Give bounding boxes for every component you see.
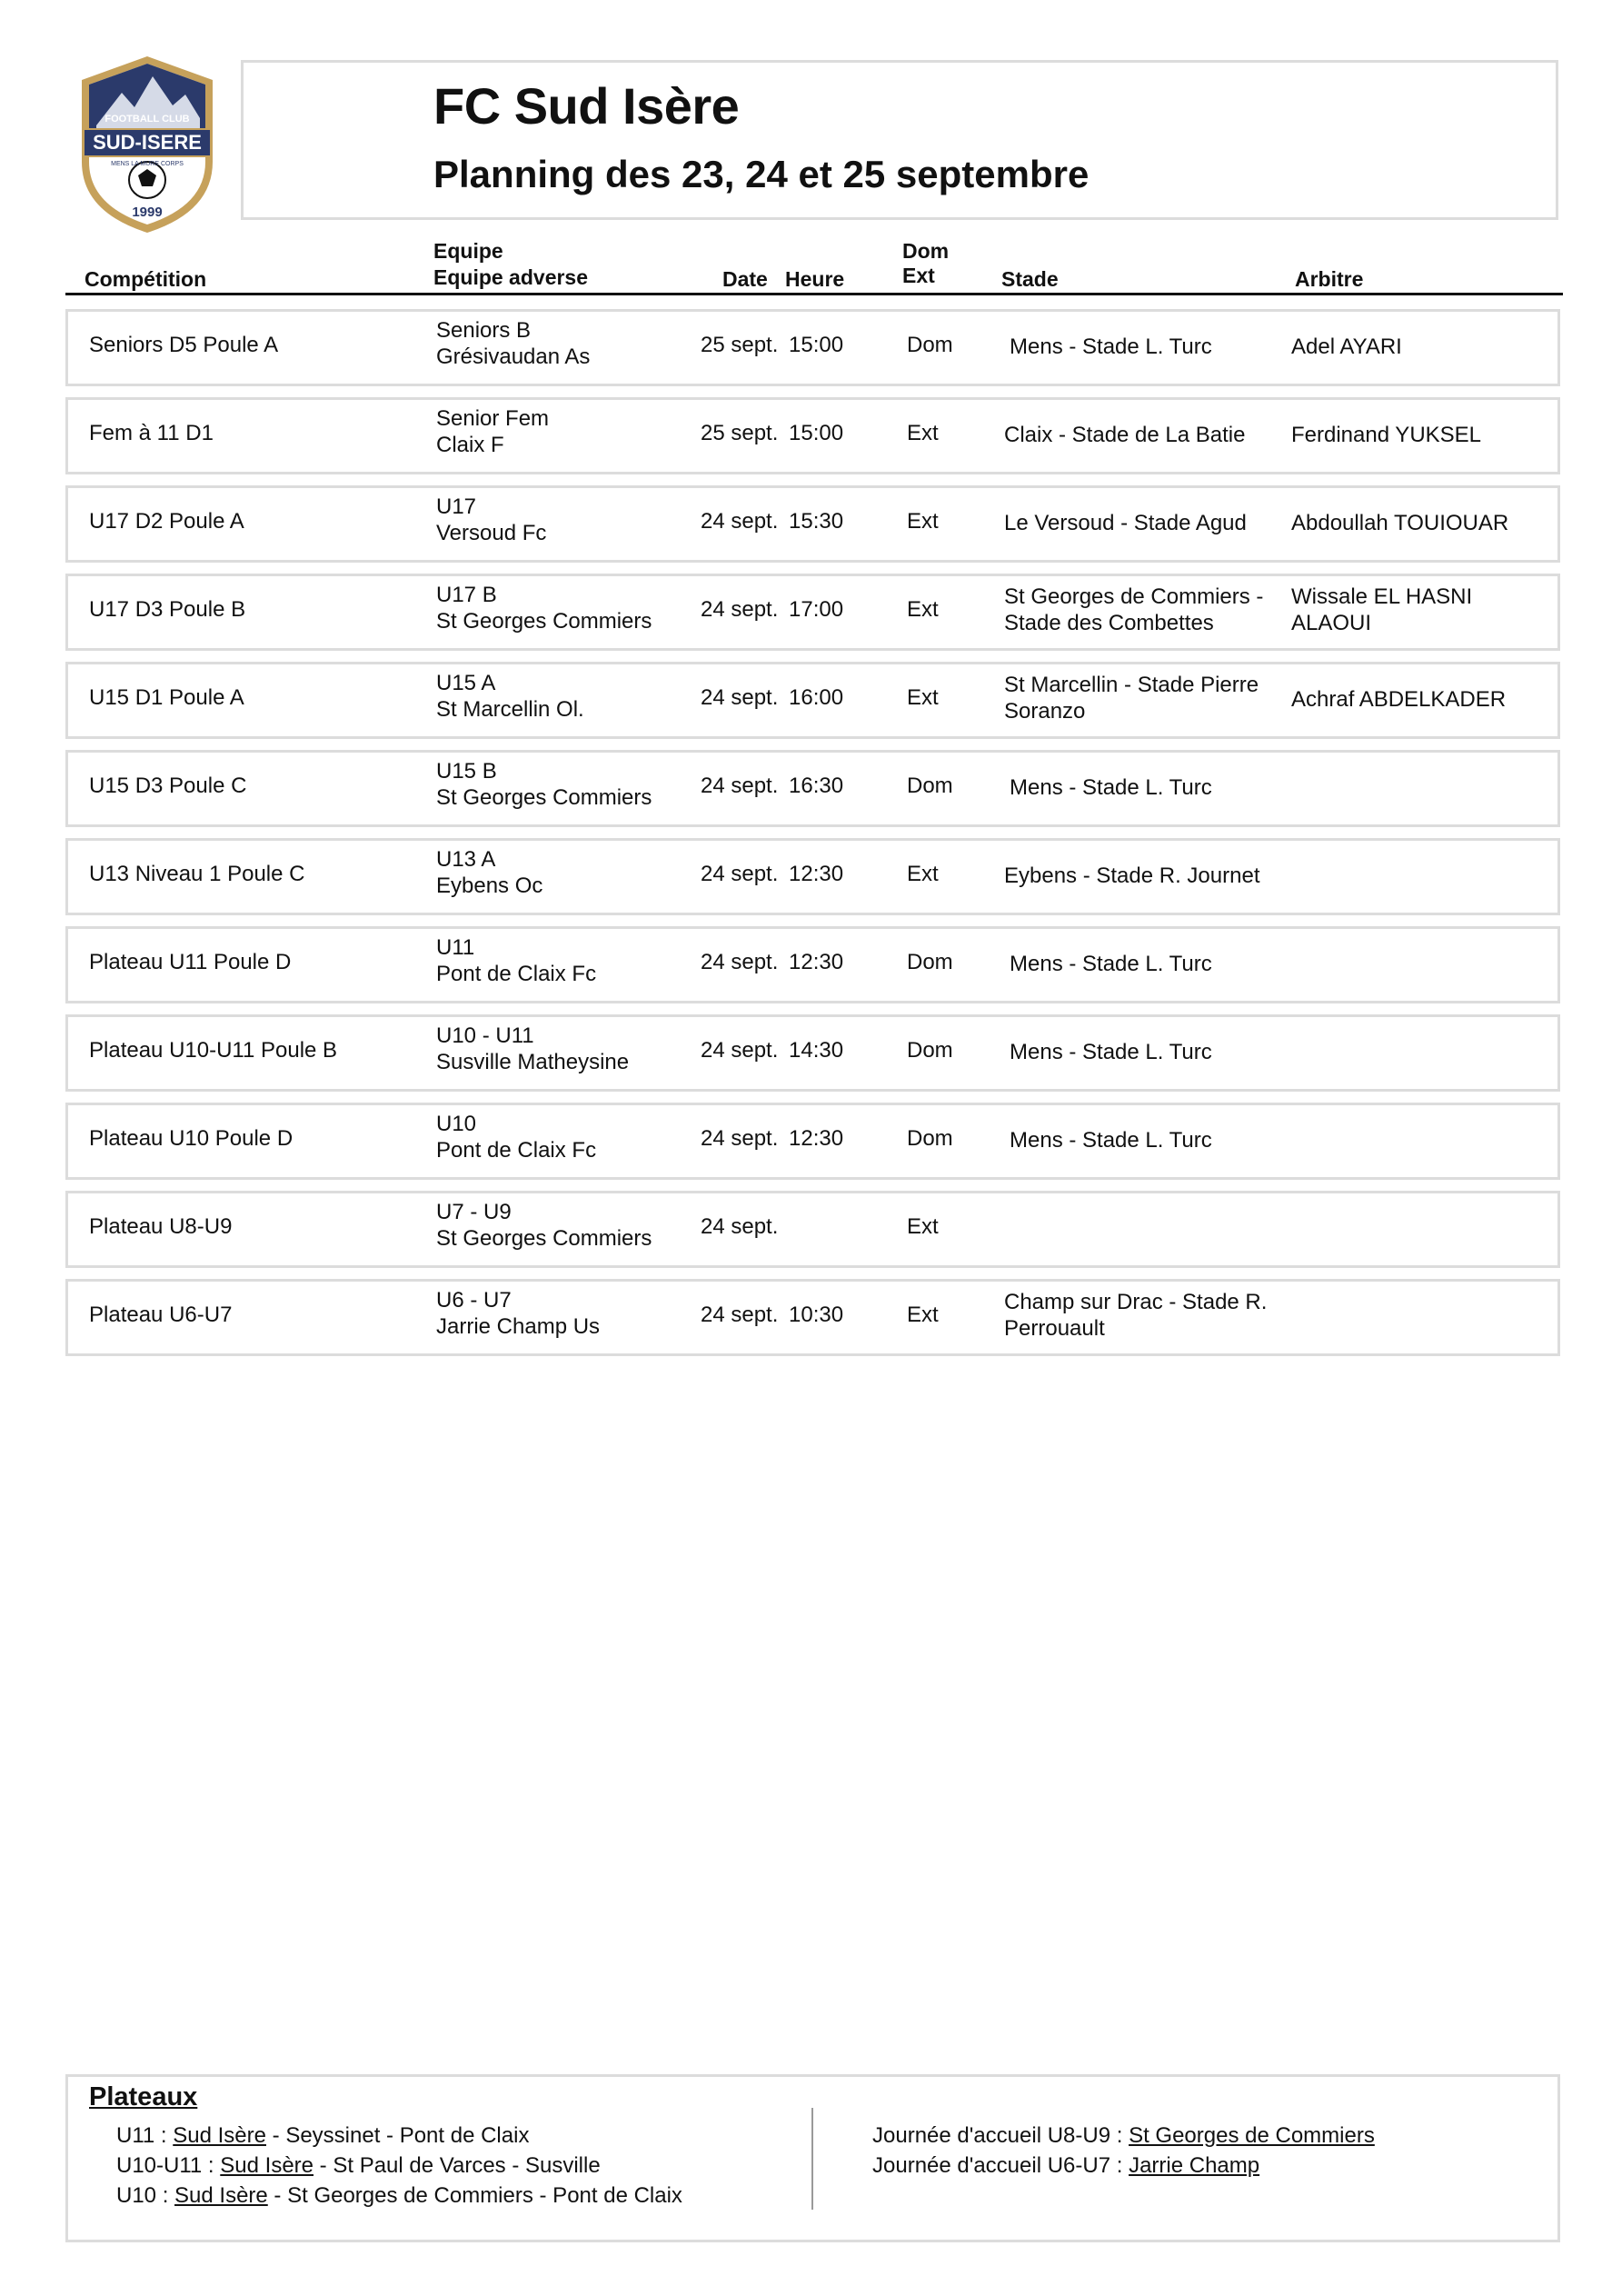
equipe: U7 - U9 <box>436 1200 512 1224</box>
table-row <box>65 838 1560 915</box>
team-cell <box>436 670 584 723</box>
header-equipe: Equipe <box>433 239 503 263</box>
stade-cell: Eybens - Stade R. Journet <box>1004 863 1260 888</box>
stade-cell: Le Versoud - Stade Agud <box>1004 511 1247 535</box>
logo-text-top: FOOTBALL CLUB <box>104 114 190 125</box>
table-row <box>65 309 1560 386</box>
time-cell: 12:30 <box>789 862 844 886</box>
table-row <box>65 397 1560 474</box>
table-row <box>65 662 1560 739</box>
competition-cell: Plateau U10 Poule D <box>89 1126 294 1151</box>
header-stade: Stade <box>1001 267 1059 291</box>
arbitre-cell: Ferdinand YUKSEL <box>1291 423 1482 447</box>
plateaux-box <box>65 2074 1560 2242</box>
team-cell <box>436 582 652 634</box>
dom-ext-cell: Ext <box>907 597 939 622</box>
equipe-adverse: St Marcellin Ol. <box>436 697 584 722</box>
header-ext: Ext <box>902 264 935 287</box>
equipe-adverse: Eybens Oc <box>436 873 543 898</box>
stade-cell: Champ sur Drac - Stade R. Perrouault <box>1004 1290 1268 1341</box>
time-cell: 15:30 <box>789 509 844 534</box>
time-cell: 12:30 <box>789 950 844 974</box>
competition-cell: Plateau U11 Poule D <box>89 950 292 974</box>
table-row <box>65 574 1560 651</box>
date-cell: 24 sept. <box>701 1303 779 1327</box>
time-cell: 15:00 <box>789 421 844 445</box>
date-cell: 24 sept. <box>701 774 779 798</box>
stade-cell: Mens - Stade L. Turc <box>1010 1040 1212 1064</box>
header-date: Date <box>722 267 768 291</box>
competition-cell: Plateau U10-U11 Poule B <box>89 1038 338 1063</box>
date-cell: 25 sept. <box>701 421 779 445</box>
logo-text-main: SUD-ISERE <box>93 131 202 154</box>
time-cell: 12:30 <box>789 1126 844 1151</box>
competition-cell: Plateau U8-U9 <box>89 1214 233 1239</box>
arbitre-cell: Abdoullah TOUIOUAR <box>1291 511 1509 535</box>
dom-ext-cell: Dom <box>907 333 953 357</box>
equipe: U15 B <box>436 759 497 784</box>
team-cell <box>436 1199 652 1252</box>
equipe-adverse: Pont de Claix Fc <box>436 1138 597 1163</box>
competition-cell: U15 D3 Poule C <box>89 774 247 798</box>
stade-cell: Mens - Stade L. Turc <box>1010 952 1212 976</box>
accueil-link[interactable]: St Georges de Commiers <box>1129 2123 1375 2148</box>
date-cell: 24 sept. <box>701 597 779 622</box>
equipe-adverse: Pont de Claix Fc <box>436 962 597 986</box>
arbitre-cell: Adel AYARI <box>1291 334 1402 359</box>
table-row <box>65 926 1560 1003</box>
page-subtitle: Planning des 23, 24 et 25 septembre <box>433 153 1090 195</box>
date-cell: 24 sept. <box>701 1038 779 1063</box>
dom-ext-cell: Dom <box>907 1038 953 1063</box>
team-cell <box>436 317 590 370</box>
date-cell: 24 sept. <box>701 950 779 974</box>
dom-ext-cell: Ext <box>907 1214 939 1239</box>
page-title: FC Sud Isère <box>433 77 740 135</box>
equipe-adverse: Jarrie Champ Us <box>436 1314 601 1339</box>
dom-ext-cell: Dom <box>907 1126 953 1151</box>
accueil-line: Journée d'accueil U6-U7 : Jarrie Champ <box>872 2153 1260 2178</box>
team-cell <box>436 1111 596 1163</box>
accueil-line: Journée d'accueil U8-U9 : St Georges de Commiers <box>872 2123 1375 2148</box>
logo-year: 1999 <box>132 205 163 220</box>
team-cell <box>436 934 596 987</box>
time-cell: 15:00 <box>789 333 844 357</box>
accueil-link[interactable]: Jarrie Champ <box>1129 2153 1260 2178</box>
dom-ext-cell: Ext <box>907 509 939 534</box>
stade-cell: St Marcellin - Stade Pierre Soranzo <box>1004 673 1259 724</box>
dom-ext-cell: Dom <box>907 774 953 798</box>
dom-ext-cell: Dom <box>907 950 953 974</box>
competition-cell: U15 D1 Poule A <box>89 685 244 710</box>
equipe: U10 <box>436 1112 477 1136</box>
header-dom: Dom <box>902 239 950 263</box>
date-cell: 24 sept. <box>701 1126 779 1151</box>
equipe: U10 - U11 <box>436 1023 534 1048</box>
equipe-adverse: Claix F <box>436 433 504 457</box>
table-row <box>65 1103 1560 1180</box>
stade-cell: Mens - Stade L. Turc <box>1010 775 1212 800</box>
dom-ext-cell: Ext <box>907 421 939 445</box>
time-cell: 16:30 <box>789 774 844 798</box>
table-row <box>65 1279 1560 1356</box>
plateau-line: U10-U11 : Sud Isère - St Paul de Varces - Susville <box>116 2153 601 2178</box>
equipe-adverse: St Georges Commiers <box>436 609 652 634</box>
equipe: U17 B <box>436 583 497 607</box>
dom-ext-cell: Ext <box>907 1303 939 1327</box>
plateau-link[interactable]: Sud Isère <box>220 2153 314 2178</box>
competition-cell: U17 D2 Poule A <box>89 509 244 534</box>
competition-cell: Seniors D5 Poule A <box>89 333 279 357</box>
dom-ext-cell: Ext <box>907 862 939 886</box>
competition-cell: Plateau U6-U7 <box>89 1303 233 1327</box>
date-cell: 25 sept. <box>701 333 779 357</box>
time-cell: 17:00 <box>789 597 844 622</box>
equipe-adverse: St Georges Commiers <box>436 785 652 810</box>
date-cell: 24 sept. <box>701 685 779 710</box>
plateaux-title: Plateaux <box>89 2082 198 2111</box>
header-underline <box>65 293 1563 295</box>
logo-text-sub: MENS LA MURE CORPS <box>111 161 184 167</box>
date-cell: 24 sept. <box>701 1214 779 1239</box>
header-heure: Heure <box>785 267 845 291</box>
team-cell <box>436 1287 600 1340</box>
table-row <box>65 1191 1560 1268</box>
competition-cell: U13 Niveau 1 Poule C <box>89 862 305 886</box>
plateaux-divider <box>811 2108 813 2210</box>
plateau-line: U10 : Sud Isère - St Georges de Commiers - Pont de Claix <box>116 2183 682 2208</box>
equipe-adverse: Versoud Fc <box>436 521 547 545</box>
table-row <box>65 750 1560 827</box>
team-cell <box>436 758 652 811</box>
header-equipe-adverse: Equipe adverse <box>433 265 589 289</box>
team-cell <box>436 494 546 546</box>
date-cell: 24 sept. <box>701 509 779 534</box>
table-row <box>65 485 1560 563</box>
table-row <box>65 1014 1560 1092</box>
plateau-link[interactable]: Sud Isère <box>173 2123 266 2148</box>
competition-cell: U17 D3 Poule B <box>89 597 246 622</box>
equipe: Senior Fem <box>436 406 550 431</box>
stade-cell: Mens - Stade L. Turc <box>1010 334 1212 359</box>
club-logo <box>78 53 216 236</box>
date-cell: 24 sept. <box>701 862 779 886</box>
header-arbitre: Arbitre <box>1295 267 1364 291</box>
equipe-adverse: Grésivaudan As <box>436 344 591 369</box>
equipe-adverse: St Georges Commiers <box>436 1226 652 1251</box>
stade-cell: Mens - Stade L. Turc <box>1010 1128 1212 1153</box>
stade-cell: Claix - Stade de La Batie <box>1004 423 1246 447</box>
equipe-adverse: Susville Matheysine <box>436 1050 630 1074</box>
time-cell: 14:30 <box>789 1038 844 1063</box>
competition-cell: Fem à 11 D1 <box>89 421 214 445</box>
arbitre-cell: Achraf ABDELKADER <box>1291 687 1507 712</box>
equipe: U17 <box>436 494 477 519</box>
plateau-link[interactable]: Sud Isère <box>174 2183 268 2208</box>
arbitre-cell: Wissale EL HASNI ALAOUI <box>1291 584 1473 635</box>
header-competition: Compétition <box>85 267 207 291</box>
dom-ext-cell: Ext <box>907 685 939 710</box>
team-cell <box>436 846 542 899</box>
equipe: U6 - U7 <box>436 1288 512 1313</box>
equipe: U15 A <box>436 671 496 695</box>
time-cell: 10:30 <box>789 1303 844 1327</box>
equipe: U11 <box>436 935 475 960</box>
team-cell <box>436 1023 629 1075</box>
team-cell <box>436 405 549 458</box>
stade-cell: St Georges de Commiers - Stade des Combettes <box>1004 584 1264 635</box>
plateau-line: U11 : Sud Isère - Seyssinet - Pont de Claix <box>116 2123 530 2148</box>
equipe: Seniors B <box>436 318 532 343</box>
time-cell: 16:00 <box>789 685 844 710</box>
equipe: U13 A <box>436 847 496 872</box>
